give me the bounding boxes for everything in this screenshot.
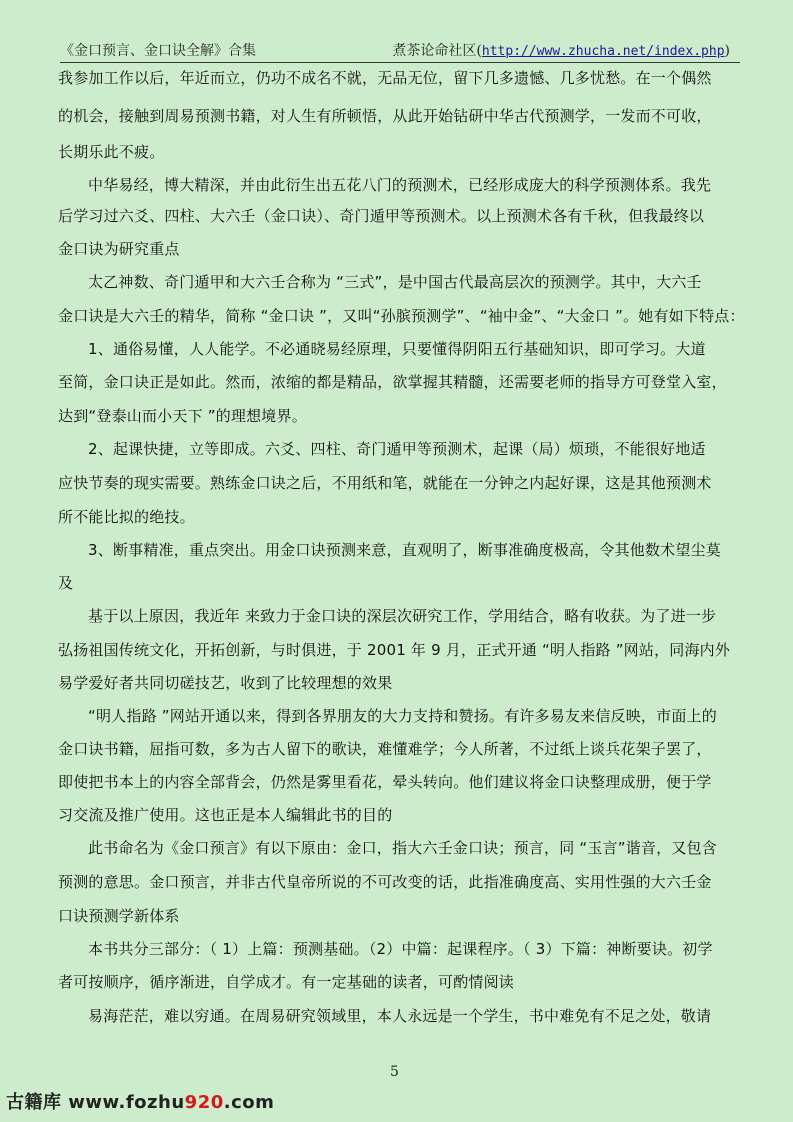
text-line: 预测的意思。金口预言，并非古代皇帝所说的不可改变的话，此指准确度高、实用性强的大六壬金 bbox=[58, 873, 712, 891]
text-line: 者可按顺序，循序渐进，自学成才。有一定基础的读者，可酌情阅读 bbox=[58, 973, 515, 991]
header-source bbox=[392, 40, 730, 60]
text-line: 至简，金口诀正是如此。然而，浓缩的都是精品，欲掌握其精髓，还需要老师的指导方可登堂入室， bbox=[58, 373, 727, 391]
watermark-site-accent: 920 bbox=[184, 1092, 224, 1113]
text-line: 后学习过六爻、四柱、大六壬（金口诀）、奇门遁甲等预测术。以上预测术各有千秋，但我最终以 bbox=[58, 207, 705, 225]
watermark-site-suffix: .com bbox=[223, 1092, 275, 1113]
header-url-link[interactable]: http://www.zhucha.net/index.php bbox=[481, 44, 725, 59]
text-line: 习交流及推广使用。这也正是本人编辑此书的目的 bbox=[58, 806, 393, 824]
text-line: 金口诀书籍，屈指可数，多为古人留下的歌诀，难懂难学；今人所著，不过纸上谈兵花架子罢了， bbox=[58, 740, 712, 758]
text-line: 太乙神数、奇门遁甲和大六壬合称为 “三式”，是中国古代最高层次的预测学。其中，大六壬 bbox=[88, 273, 702, 291]
text-line: 金口诀为研究重点 bbox=[58, 240, 180, 258]
header-site-name: 煮茶论命社区( bbox=[392, 43, 482, 59]
text-line: 弘扬祖国传统文化，开拓创新，与时俱进，于 2001 年 9 月，正式开通 “明人指路 ”网站，同海内外 bbox=[58, 641, 731, 659]
text-line: 易海茫茫，难以穷通。在周易研究领域里，本人永远是一个学生，书中难免有不足之处，敬请 bbox=[88, 1007, 712, 1025]
text-line: 长期乐此不疲。 bbox=[58, 143, 165, 161]
text-line: 所不能比拟的绝技。 bbox=[58, 508, 195, 526]
text-line: 的机会，接触到周易预测书籍，对人生有所顿悟，从此开始钻研中华古代预测学，一发而不可收， bbox=[58, 107, 712, 125]
text-line: 中华易经，博大精深，并由此衍生出五花八门的预测术，已经形成庞大的科学预测体系。我先 bbox=[88, 176, 712, 194]
text-line: 即使把书本上的内容全部背会，仍然是雾里看花，晕头转向。他们建议将金口诀整理成册，便于学 bbox=[58, 773, 712, 791]
text-line: 1、通俗易懂，人人能学。不必通晓易经原理，只要懂得阴阳五行基础知识，即可学习。大道 bbox=[88, 340, 706, 358]
text-line: “明人指路 ”网站开通以来，得到各界朋友的大力支持和赞扬。有许多易友来信反映，市面上的 bbox=[88, 707, 717, 725]
watermark-logo bbox=[6, 1088, 274, 1114]
text-line: 基于以上原因，我近年 来致力于金口诀的深层次研究工作，学用结合，略有收获。为了进一步 bbox=[88, 607, 717, 625]
text-line: 达到“登泰山而小天下 ”的理想境界。 bbox=[58, 407, 307, 425]
text-line: 我参加工作以后，年近而立，仍功不成名不就，无品无位，留下几多遗憾、几多忧愁。在一个偶然 bbox=[58, 69, 712, 87]
text-line: 应快节奏的现实需要。熟练金口诀之后，不用纸和笔，就能在一分钟之内起好课，这是其他预测术 bbox=[58, 474, 712, 492]
header-close-paren: ) bbox=[724, 43, 730, 59]
watermark-site-prefix: www.fozhu bbox=[68, 1092, 185, 1113]
text-line: 及 bbox=[58, 574, 74, 592]
watermark-label: 古籍库 bbox=[6, 1092, 69, 1113]
text-line: 本书共分三部分：（ 1）上篇：预测基础。（2）中篇：起课程序。（ 3）下篇：神断要诀。初学 bbox=[88, 940, 713, 958]
text-line: 口诀预测学新体系 bbox=[58, 907, 180, 925]
page-number: 5 bbox=[390, 1064, 399, 1080]
page-header bbox=[60, 38, 740, 63]
text-line: 此书命名为《金口预言》有以下原由：金口，指大六壬金口诀；预言，同 “玉言”谐音，又包含 bbox=[88, 839, 717, 857]
header-book-title: 《金口预言、金口诀全解》合集 bbox=[60, 43, 256, 59]
text-line: 2、起课快捷，立等即成。六爻、四柱、奇门遁甲等预测术，起课（局）烦琐，不能很好地适 bbox=[88, 440, 706, 458]
text-line: 3、断事精准，重点突出。用金口诀预测来意，直观明了，断事准确度极高，令其他数术望尘莫 bbox=[88, 541, 721, 559]
text-line: 易学爱好者共同切磋技艺，收到了比较理想的效果 bbox=[58, 674, 393, 692]
text-line: 金口诀是大六壬的精华，简称 “金口诀 ”，又叫“孙膑预测学”、“袖中金”、“大金口 ”。她有如下特点： bbox=[58, 307, 745, 325]
